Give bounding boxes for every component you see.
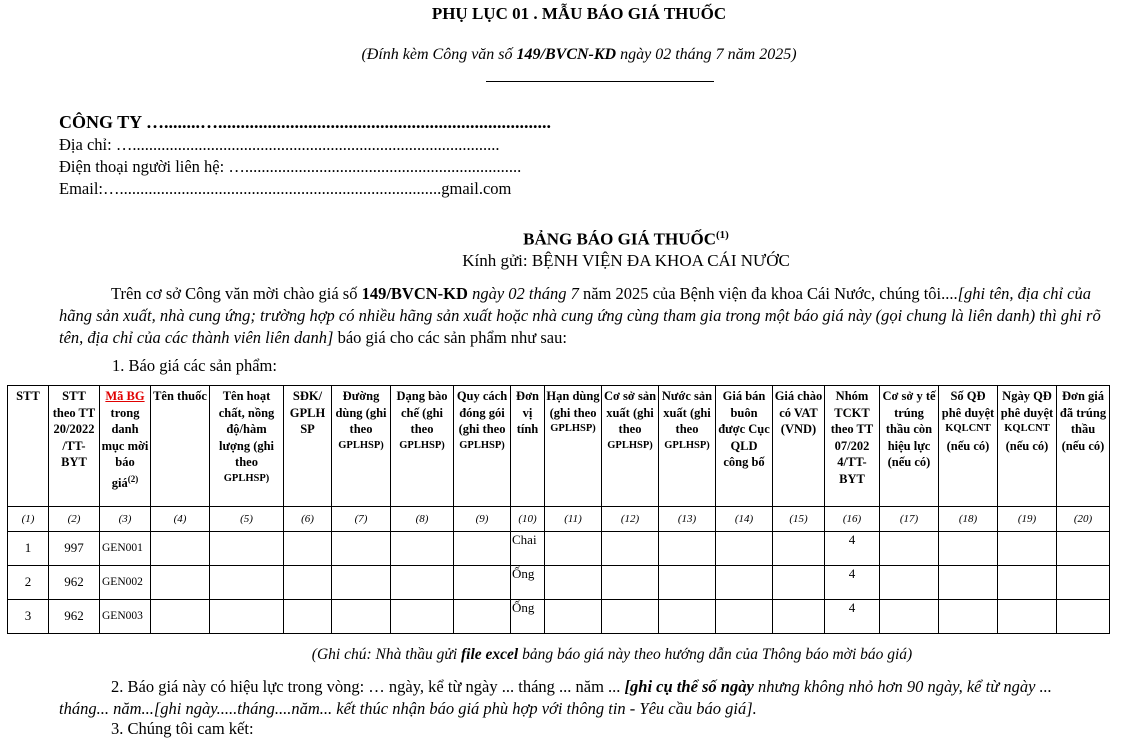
cell-stt-tt20: 997 bbox=[49, 532, 100, 566]
cell-empty[interactable] bbox=[332, 566, 391, 600]
header-country-text: Nước sản xuất (ghi theo bbox=[661, 389, 713, 436]
cell-stt: 1 bbox=[8, 532, 49, 566]
header-decision-number bbox=[939, 386, 998, 507]
header-stt-tt20: STT theo TT 20/2022 /TT-BYT bbox=[49, 386, 100, 507]
company-email: Email:…..............................................................................gmail.com bbox=[59, 179, 512, 198]
header-winning-facility: Cơ sở y tế trúng thầu còn hiệu lực (nếu có) bbox=[880, 386, 939, 507]
quote-table-heading bbox=[0, 229, 1132, 250]
intro-a: Trên cơ sở Công văn mời chào giá số bbox=[111, 284, 362, 303]
cell-empty[interactable] bbox=[391, 566, 454, 600]
heading-text: BẢNG BÁO GIÁ THUỐC bbox=[523, 229, 717, 249]
cell-empty[interactable] bbox=[659, 600, 716, 634]
table-header-row bbox=[8, 386, 1110, 507]
header-code-rest: trong danh mục mời báo giá bbox=[101, 405, 149, 490]
company-name: CÔNG TY …........….......................................................................... bbox=[59, 112, 552, 132]
col-num: (13) bbox=[659, 507, 716, 532]
cell-empty[interactable] bbox=[391, 600, 454, 634]
cell-empty[interactable] bbox=[602, 532, 659, 566]
header-route-text: Đường dùng (ghi theo bbox=[335, 389, 387, 436]
cell-group: 4 bbox=[825, 532, 880, 566]
subtitle-post: ngày 02 tháng 7 năm 2025) bbox=[616, 46, 797, 63]
item-2-paragraph bbox=[59, 676, 1104, 720]
cell-empty[interactable] bbox=[210, 532, 284, 566]
col-num: (14) bbox=[716, 507, 773, 532]
header-offer-price: Giá chào có VAT (VND) bbox=[773, 386, 825, 507]
cell-code: GEN002 bbox=[100, 566, 151, 600]
header-decision-date-tail: (nếu có) bbox=[1005, 438, 1049, 453]
header-decision-date-text: Ngày QĐ phê duyệt bbox=[1000, 389, 1054, 420]
cell-empty[interactable] bbox=[716, 532, 773, 566]
item3-text: 3. Chúng tôi cam kết: bbox=[111, 719, 254, 738]
document-subtitle bbox=[0, 46, 1132, 64]
section-1-heading: 1. Báo giá các sản phẩm: bbox=[112, 356, 277, 375]
note-c: bảng báo giá này theo hướng dẫn của Thông báo mời báo giá) bbox=[518, 646, 913, 663]
col-num: (12) bbox=[602, 507, 659, 532]
cell-group: 4 bbox=[825, 600, 880, 634]
col-num: (20) bbox=[1057, 507, 1110, 532]
header-active-ingredient-small: GPLHSP) bbox=[223, 472, 270, 484]
cell-empty[interactable] bbox=[391, 532, 454, 566]
col-num: (19) bbox=[998, 507, 1057, 532]
cell-empty[interactable] bbox=[716, 566, 773, 600]
cell-empty[interactable] bbox=[151, 600, 210, 634]
header-packaging bbox=[454, 386, 511, 507]
cell-empty[interactable] bbox=[998, 532, 1057, 566]
cell-empty[interactable] bbox=[602, 600, 659, 634]
header-code-red: Mã BG bbox=[105, 389, 145, 403]
cell-empty[interactable] bbox=[880, 600, 939, 634]
col-num: (10) bbox=[511, 507, 545, 532]
col-num: (4) bbox=[151, 507, 210, 532]
table-note bbox=[0, 646, 1132, 664]
cell-empty[interactable] bbox=[939, 600, 998, 634]
intro-doc-number: 149/BVCN-KD bbox=[361, 284, 468, 303]
cell-empty[interactable] bbox=[454, 532, 511, 566]
cell-empty[interactable] bbox=[284, 566, 332, 600]
header-code bbox=[100, 386, 151, 507]
cell-code: GEN003 bbox=[100, 600, 151, 634]
cell-empty[interactable] bbox=[284, 600, 332, 634]
column-number-row bbox=[8, 507, 1110, 532]
header-active-ingredient-text: Tên hoạt chất, nồng độ/hàm lượng (ghi theo bbox=[218, 389, 275, 469]
cell-empty[interactable] bbox=[1057, 566, 1110, 600]
cell-empty[interactable] bbox=[773, 532, 825, 566]
item2-a: 2. Báo giá này có hiệu lực trong vòng: … ngày, kể từ ngày ... tháng ... năm ... bbox=[111, 677, 625, 696]
item2-d: ... năm...[ghi ngày.....tháng....năm... kết thúc nhận báo giá phù hợp với thông tin - Yêu cầu báo giá]. bbox=[96, 699, 757, 718]
cell-empty[interactable] bbox=[659, 566, 716, 600]
company-address: Địa chỉ: …......................................................................................... bbox=[59, 135, 500, 154]
header-expiry-text: Hạn dùng (ghi theo bbox=[546, 389, 600, 420]
cell-empty[interactable] bbox=[659, 532, 716, 566]
cell-empty[interactable] bbox=[454, 600, 511, 634]
subtitle-doc-number: 149/BVCN-KD bbox=[516, 46, 617, 63]
cell-empty[interactable] bbox=[773, 600, 825, 634]
header-expiry-small: GPLHSP) bbox=[550, 423, 596, 434]
cell-stt-tt20: 962 bbox=[49, 566, 100, 600]
note-a: (Ghi chú: Nhà thầu gửi bbox=[311, 646, 462, 663]
col-num: (8) bbox=[391, 507, 454, 532]
col-num: (15) bbox=[773, 507, 825, 532]
header-dosage-form-small: GPLHSP) bbox=[399, 439, 445, 451]
header-manufacturer-small: GPLHSP) bbox=[607, 439, 653, 451]
cell-empty[interactable] bbox=[880, 532, 939, 566]
col-num: (9) bbox=[454, 507, 511, 532]
recipient-line: Kính gửi: BỆNH VIỆN ĐA KHOA CÁI NƯỚC bbox=[462, 251, 790, 270]
item2-c: nhưng không nhỏ hơn 90 ngày, kể từ ngày ... tháng bbox=[59, 677, 1052, 718]
intro-c: năm 2025 của Bệnh viện đa khoa Cái Nước, chúng tôi.... bbox=[578, 284, 958, 303]
cell-empty[interactable] bbox=[773, 566, 825, 600]
note-file-excel: file excel bbox=[461, 646, 519, 663]
cell-empty[interactable] bbox=[332, 532, 391, 566]
header-tech-group: Nhóm TCKT theo TT 07/202 4/TT-BYT bbox=[825, 386, 880, 507]
cell-empty[interactable] bbox=[880, 566, 939, 600]
header-country-small: GPLHSP) bbox=[664, 439, 710, 451]
cell-stt: 2 bbox=[8, 566, 49, 600]
header-decision-date bbox=[998, 386, 1057, 507]
cell-stt: 3 bbox=[8, 600, 49, 634]
header-winning-price: Đơn giá đã trúng thầu (nếu có) bbox=[1057, 386, 1110, 507]
cell-empty[interactable] bbox=[545, 532, 602, 566]
col-num: (18) bbox=[939, 507, 998, 532]
header-code-sup: (2) bbox=[127, 473, 139, 484]
header-unit: Đơn vị tính bbox=[511, 386, 545, 507]
header-expiry bbox=[545, 386, 602, 507]
cell-empty[interactable] bbox=[151, 566, 210, 600]
col-num: (1) bbox=[8, 507, 49, 532]
header-registration: SĐK/ GPLH SP bbox=[284, 386, 332, 507]
cell-empty[interactable] bbox=[998, 600, 1057, 634]
header-wholesale-price: Giá bán buôn được Cục QLD công bố bbox=[716, 386, 773, 507]
col-num: (11) bbox=[545, 507, 602, 532]
quote-table bbox=[7, 385, 1110, 634]
cell-empty[interactable] bbox=[939, 532, 998, 566]
table-row bbox=[8, 532, 1110, 566]
cell-empty[interactable] bbox=[454, 566, 511, 600]
intro-date: ngày 02 tháng 7 bbox=[467, 284, 579, 303]
cell-unit: Ống bbox=[511, 566, 545, 600]
header-route-small: GPLHSP) bbox=[338, 439, 384, 451]
header-country bbox=[659, 386, 716, 507]
header-manufacturer-text: Cơ sở sản xuất (ghi theo bbox=[603, 389, 657, 436]
header-packaging-text: Quy cách đóng gói (ghi theo bbox=[456, 389, 508, 436]
table-row bbox=[8, 566, 1110, 600]
header-dosage-form bbox=[391, 386, 454, 507]
header-decision-number-text: Số QĐ phê duyệt bbox=[941, 389, 995, 420]
cell-stt-tt20: 962 bbox=[49, 600, 100, 634]
header-manufacturer bbox=[602, 386, 659, 507]
header-decision-number-tail: (nếu có) bbox=[946, 438, 990, 453]
cell-unit: Ống bbox=[511, 600, 545, 634]
item-3-paragraph bbox=[59, 718, 1104, 740]
cell-empty[interactable] bbox=[545, 600, 602, 634]
header-drug-name: Tên thuốc bbox=[151, 386, 210, 507]
cell-empty[interactable] bbox=[210, 566, 284, 600]
cell-empty[interactable] bbox=[284, 532, 332, 566]
col-num: (3) bbox=[100, 507, 151, 532]
cell-group: 4 bbox=[825, 566, 880, 600]
intro-e: báo giá cho các sản phẩm như sau: bbox=[333, 328, 567, 347]
cell-unit: Chai bbox=[511, 532, 545, 566]
cell-empty[interactable] bbox=[1057, 532, 1110, 566]
col-num: (2) bbox=[49, 507, 100, 532]
header-stt: STT bbox=[8, 386, 49, 507]
col-num: (6) bbox=[284, 507, 332, 532]
cell-empty[interactable] bbox=[939, 566, 998, 600]
document-title: PHỤ LỤC 01 . MẪU BÁO GIÁ THUỐC bbox=[431, 4, 727, 23]
intro-paragraph bbox=[59, 283, 1104, 349]
cell-empty[interactable] bbox=[998, 566, 1057, 600]
table-row bbox=[8, 600, 1110, 634]
header-route bbox=[332, 386, 391, 507]
cell-empty[interactable] bbox=[1057, 600, 1110, 634]
intro-instructions: [ghi tên, địa chỉ của hãng sản xuất, nhà cung ứng; trường hợp có nhiều hãng sản xuất hoặc nhà cung ứng cùng tham gia trong một báo giá này (gọi chung là liên danh) thì ghi rõ tên, địa chỉ của các thành viên liên danh] bbox=[59, 284, 1101, 347]
heading-footnote: (1) bbox=[716, 229, 729, 241]
title-underline bbox=[486, 81, 714, 82]
cell-code: GEN001 bbox=[100, 532, 151, 566]
col-num: (17) bbox=[880, 507, 939, 532]
cell-empty[interactable] bbox=[210, 600, 284, 634]
cell-empty[interactable] bbox=[151, 532, 210, 566]
col-num: (7) bbox=[332, 507, 391, 532]
cell-empty[interactable] bbox=[545, 566, 602, 600]
cell-empty[interactable] bbox=[716, 600, 773, 634]
header-active-ingredient bbox=[210, 386, 284, 507]
col-num: (5) bbox=[210, 507, 284, 532]
cell-empty[interactable] bbox=[602, 566, 659, 600]
col-num: (16) bbox=[825, 507, 880, 532]
header-decision-number-small: KQLCNT bbox=[945, 423, 991, 434]
cell-empty[interactable] bbox=[332, 600, 391, 634]
company-phone: Điện thoại người liên hệ: …................................................................... bbox=[59, 157, 522, 176]
header-packaging-small: GPLHSP) bbox=[459, 439, 505, 451]
header-decision-date-small: KQLCNT bbox=[1004, 423, 1050, 434]
subtitle-pre: (Đính kèm Công văn số bbox=[361, 46, 517, 63]
header-dosage-form-text: Dạng bào chế (ghi theo bbox=[396, 389, 448, 436]
item2-b: [ghi cụ thể số ngày bbox=[624, 677, 754, 696]
